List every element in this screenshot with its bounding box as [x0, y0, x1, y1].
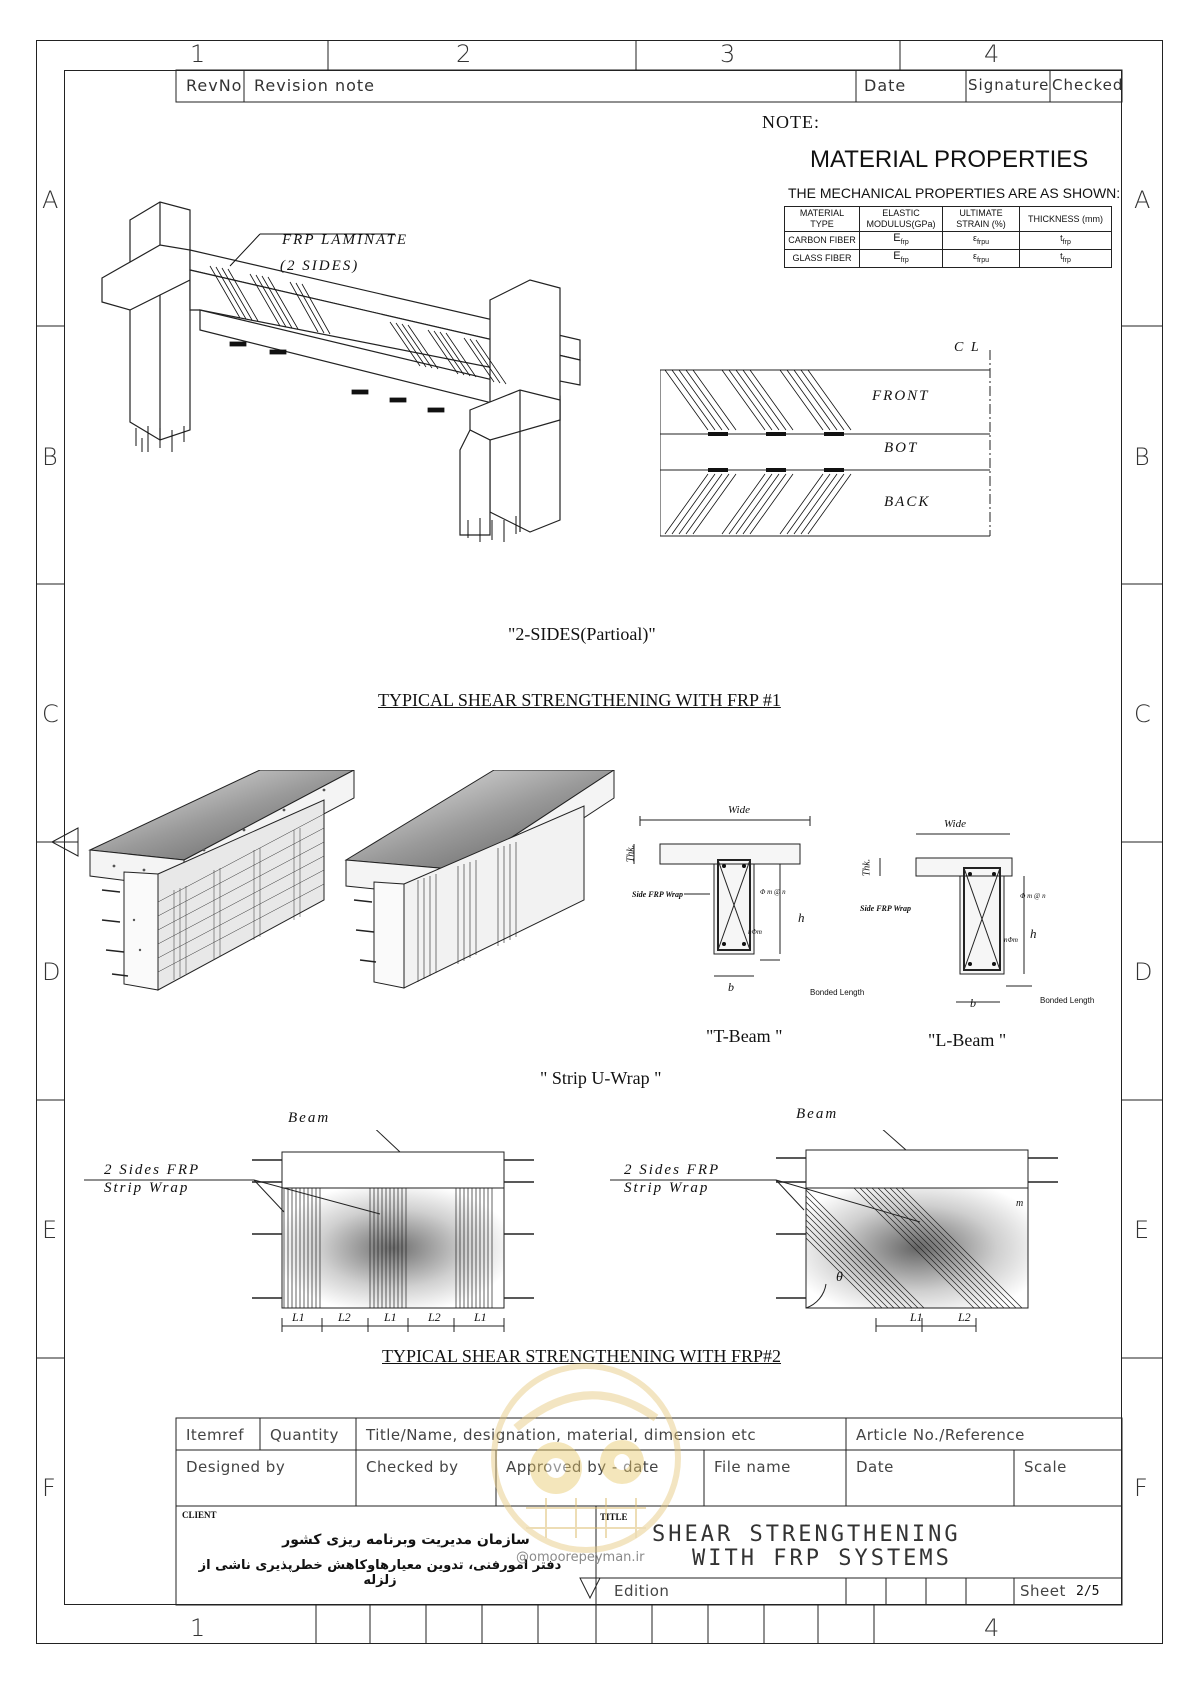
zone-row-d: D: [42, 958, 61, 986]
zone-row-b-right: B: [1134, 443, 1150, 471]
back-label: BACK: [884, 494, 931, 510]
right-elevation-leader: [610, 1178, 930, 1228]
beam-elevation-drawing: [660, 340, 1000, 540]
l-beam-bonded: Bonded Length: [1040, 996, 1095, 1005]
table-cell: $\varepsilon_{frpu}$: [943, 232, 1020, 250]
table-cell: $E_{frp}$: [860, 249, 943, 267]
dim-l1: L1: [910, 1310, 923, 1324]
drawing-title-line2: WITH FRP SYSTEMS: [692, 1546, 952, 1571]
zone-row-e-right: E: [1134, 1216, 1150, 1244]
dim-l2: L2: [958, 1310, 971, 1324]
sheet-label: Sheet: [1020, 1582, 1066, 1600]
zone-col-4: 4: [984, 40, 1000, 68]
table-cell: $\varepsilon_{frpu}$: [943, 249, 1020, 267]
designed-by-label: Designed by: [186, 1458, 286, 1476]
material-properties-heading: MATERIAL PROPERTIES: [810, 146, 1089, 173]
front-label: FRONT: [872, 388, 930, 404]
zone-row-a: A: [42, 186, 59, 214]
t-beam-thk: Thk.: [625, 844, 637, 863]
dim-l1: L1: [384, 1310, 397, 1324]
table-header: THICKNESS (mm): [1020, 207, 1112, 232]
table-cell: CARBON FIBER: [785, 232, 860, 250]
signature-header: Signature: [968, 76, 1050, 94]
table-cell: $t_{frp}$: [1020, 249, 1112, 267]
dim-l1: L1: [474, 1310, 487, 1324]
drawing-title-line1: SHEAR STRENGTHENING: [652, 1522, 961, 1547]
scale-label: Scale: [1024, 1458, 1067, 1476]
left-elevation-label-2: Strip Wrap: [104, 1180, 190, 1196]
vertical-strip-elevation: [250, 1130, 540, 1340]
zone-col-1: 1: [190, 40, 206, 68]
bot-label: BOT: [884, 440, 919, 456]
table-cell: GLASS FIBER: [785, 249, 860, 267]
zone-col-3: 3: [720, 40, 736, 68]
table-row: [785, 232, 1112, 250]
t-beam-side-wrap: Side FRP Wrap: [632, 890, 683, 899]
approved-by-label: Approved by - date: [506, 1458, 659, 1476]
revision-date-header: Date: [864, 76, 907, 95]
l-beam-wide: Wide: [944, 818, 966, 830]
right-elevation-label-2: Strip Wrap: [624, 1180, 710, 1196]
rev-no-header: RevNo: [186, 76, 243, 95]
l-beam-b: b: [970, 996, 976, 1010]
file-name-label: File name: [714, 1458, 791, 1476]
figure3-title: TYPICAL SHEAR STRENGTHENING WITH FRP#2: [382, 1346, 782, 1366]
watermark-logo: [486, 1358, 686, 1558]
table-header: MATERIAL TYPE: [785, 207, 860, 232]
table-header: ULTIMATE STRAIN (%): [943, 207, 1020, 232]
checked-by-label: Checked by: [366, 1458, 459, 1476]
l-beam-side-wrap: Side FRP Wrap: [860, 904, 911, 913]
t-beam-bonded: Bonded Length: [810, 988, 865, 997]
table-row: [785, 249, 1112, 267]
zone-col-4-bottom: 4: [984, 1614, 1000, 1642]
right-elevation-label-1: 2 Sides FRP: [624, 1162, 721, 1178]
dim-l2: L2: [338, 1310, 351, 1324]
zone-row-f-right: F: [1134, 1474, 1148, 1502]
title-name-label: Title/Name, designation, material, dimension etc: [366, 1426, 757, 1444]
zone-row-d-right: D: [1134, 958, 1153, 986]
t-beam-wide: Wide: [728, 804, 750, 816]
date-label: Date: [856, 1458, 894, 1476]
table-cell: $E_{frp}$: [860, 232, 943, 250]
l-beam-caption: "L-Beam ": [928, 1030, 1007, 1050]
edition-label: Edition: [614, 1582, 670, 1600]
title-label: TITLE: [600, 1512, 628, 1522]
zone-row-e: E: [42, 1216, 58, 1244]
l-beam-section-drawing: [860, 820, 1060, 1020]
quantity-label: Quantity: [270, 1426, 339, 1444]
watermark-url: @omoorepeyman.ir: [516, 1550, 645, 1565]
zone-row-c: C: [42, 700, 59, 728]
frp-laminate-label: FRP LAMINATE: [282, 232, 409, 248]
zone-row-f: F: [42, 1474, 56, 1502]
l-beam-bar1: Φ m @ n: [1020, 892, 1046, 900]
zone-col-2: 2: [456, 40, 472, 68]
figure1-title: TYPICAL SHEAR STRENGTHENING WITH FRP #1: [378, 690, 781, 710]
article-label: Article No./Reference: [856, 1426, 1025, 1444]
theta-label: θ: [836, 1270, 843, 1285]
note-label: NOTE:: [762, 112, 820, 132]
dim-l2: L2: [428, 1310, 441, 1324]
zone-row-a-right: A: [1134, 186, 1151, 214]
table-header: ELASTIC MODULUS(GPa): [860, 207, 943, 232]
right-elevation-m: m: [1016, 1198, 1024, 1209]
centerline-label: C L: [954, 340, 981, 355]
left-elevation-leader: [84, 1178, 394, 1218]
itemref-label: Itemref: [186, 1426, 244, 1444]
sheet-value: 2/5: [1076, 1584, 1100, 1599]
t-beam-caption: "T-Beam ": [706, 1026, 783, 1046]
left-elevation-label-1: 2 Sides FRP: [104, 1162, 201, 1178]
table-cell: $t_{frp}$: [1020, 232, 1112, 250]
material-table: [784, 206, 1112, 268]
frp-laminate-sides-label: (2 SIDES): [280, 258, 360, 274]
l-beam-h: h: [1030, 926, 1037, 941]
t-beam-bar2: nΦm: [748, 928, 762, 936]
figure1-caption: "2-SIDES(Partioal)": [508, 624, 656, 644]
material-properties-subheading: THE MECHANICAL PROPERTIES ARE AS SHOWN:: [788, 185, 1121, 201]
l-beam-bar2: nΦm: [1004, 936, 1018, 944]
zone-col-1-bottom: 1: [190, 1614, 206, 1642]
client-name-line1: سازمان مدیریت وبرنامه ریزی کشور: [282, 1532, 530, 1548]
zone-row-b: B: [42, 443, 58, 471]
t-beam-h: h: [798, 910, 805, 925]
right-elevation-beam-label: Beam: [796, 1106, 839, 1122]
revision-note-header: Revision note: [254, 76, 375, 95]
figure2-caption: " Strip U-Wrap ": [540, 1068, 662, 1088]
l-beam-thk: Thk.: [861, 858, 873, 877]
client-label: CLIENT: [182, 1510, 217, 1520]
dim-l1: L1: [292, 1310, 305, 1324]
t-beam-section-drawing: [620, 800, 820, 1000]
checked-header: Checked: [1052, 76, 1124, 94]
inclined-strip-elevation: [776, 1130, 1072, 1340]
left-elevation-beam-label: Beam: [288, 1110, 331, 1126]
t-beam-b: b: [728, 980, 734, 994]
t-beam-bar1: Φ m @ n: [760, 888, 786, 896]
client-name-line2: دفتر امورفنی، تدوین معیارهاوکاهش خطرپذیری ناشی از زلزله: [198, 1558, 562, 1588]
u-wrap-isometric-drawing: [84, 770, 644, 1020]
zone-row-c-right: C: [1134, 700, 1151, 728]
